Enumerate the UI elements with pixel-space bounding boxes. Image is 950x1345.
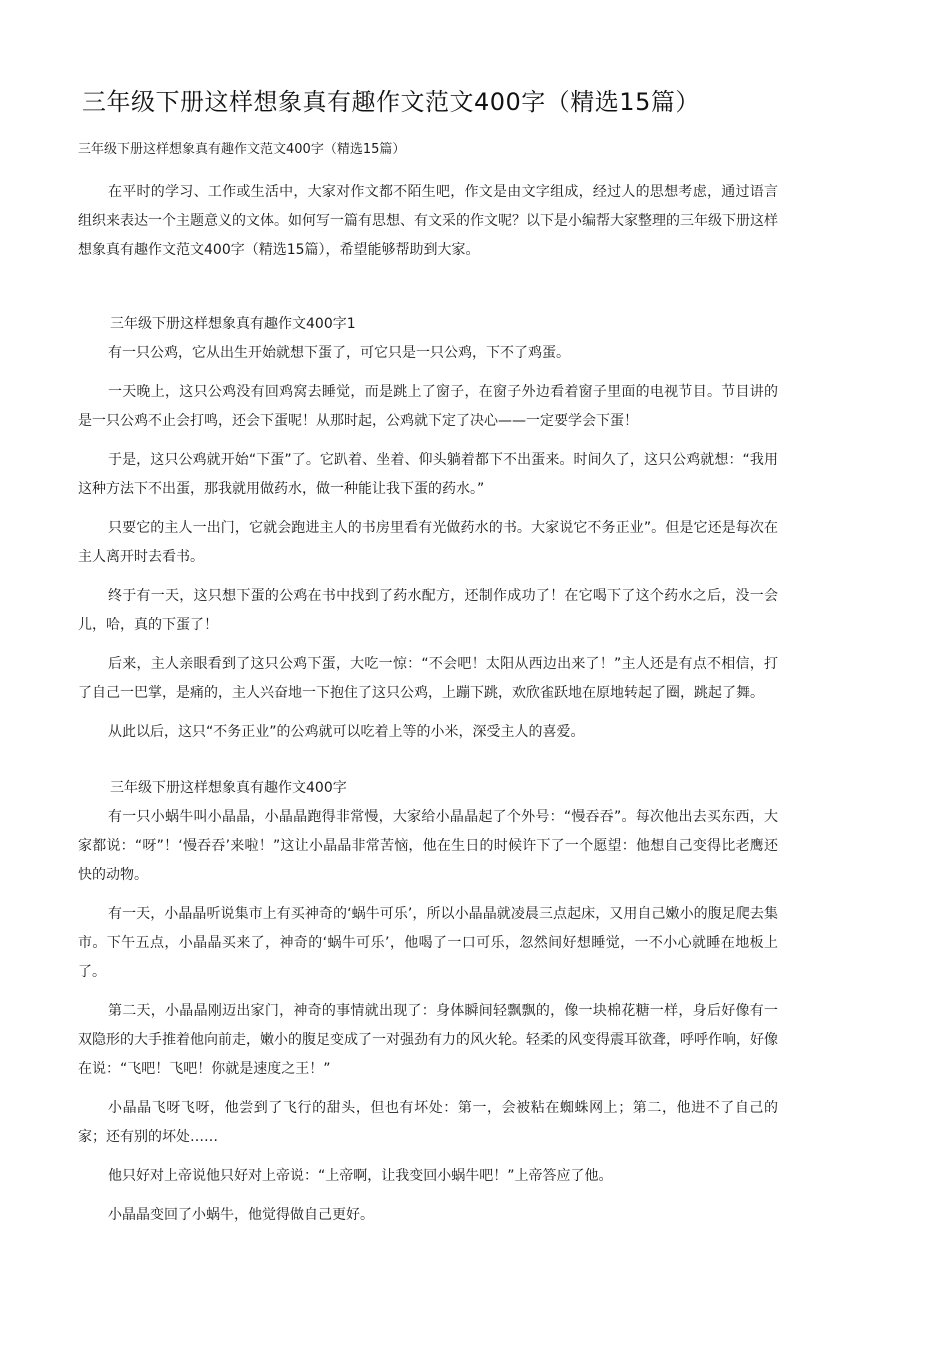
intro-paragraph: 在平时的学习、工作或生活中，大家对作文都不陌生吧，作文是由文字组成，经过人的思想考虑，通过语言组织来表达一个主题意义的文体。如何写一篇有思想、有文采的作文呢？以下是小编帮大家整理的三年级下册这样想象真有趣作文范文400字（精选15篇），希望能够帮助到大家。 bbox=[78, 184, 778, 258]
body-paragraph: 有一只公鸡，它从出生开始就想下蛋了，可它只是一只公鸡，下不了鸡蛋。 bbox=[108, 345, 570, 361]
body-paragraph: 小晶晶变回了小蜗牛，他觉得做自己更好。 bbox=[108, 1207, 374, 1223]
body-paragraph: 他只好对上帝说他只好对上帝说：“上帝啊，让我变回小蜗牛吧！”上帝答应了他。 bbox=[108, 1168, 613, 1184]
body-paragraph: 于是，这只公鸡就开始“下蛋”了。它趴着、坐着、仰头躺着都下不出蛋来。时间久了，这只公鸡就想：“我用这种方法下不出蛋，那我就用做药水，做一种能让我下蛋的药水。” bbox=[78, 452, 778, 497]
essay-section-1 bbox=[78, 313, 778, 747]
body-paragraph: 从此以后，这只“不务正业”的公鸡就可以吃着上等的小米，深受主人的喜爱。 bbox=[108, 724, 585, 740]
document-page bbox=[78, 84, 778, 1260]
body-paragraph: 有一只小蜗牛叫小晶晶，小晶晶跑得非常慢，大家给小晶晶起了个外号：“慢吞吞”。每次他出去买东西，大家都说：“呀”！‘慢吞吞’来啦！”这让小晶晶非常苦恼，他在生日的时候许下了一个愿望：他想自己变得比老鹰还快的动物。 bbox=[78, 809, 778, 883]
body-paragraph: 终于有一天，这只想下蛋的公鸡在书中找到了药水配方，还制作成功了！在它喝下了这个药水之后，没一会儿，哈，真的下蛋了！ bbox=[78, 588, 778, 633]
body-paragraph: 一天晚上，这只公鸡没有回鸡窝去睡觉，而是跳上了窗子，在窗子外边看着窗子里面的电视节目。节目讲的是一只公鸡不止会打鸣，还会下蛋呢！从那时起，公鸡就下定了决心——一定要学会下蛋！ bbox=[78, 384, 778, 429]
document-title: 三年级下册这样想象真有趣作文范文400字（精选15篇） bbox=[82, 88, 700, 116]
body-paragraph: 只要它的主人一出门，它就会跑进主人的书房里看有光做药水的书。大家说它不务正业”。但是它还是每次在主人离开时去看书。 bbox=[78, 520, 778, 565]
section-heading: 三年级下册这样想象真有趣作文400字 bbox=[110, 780, 347, 796]
body-paragraph: 第二天，小晶晶刚迈出家门，神奇的事情就出现了：身体瞬间轻飘飘的，像一块棉花糖一样，身后好像有一双隐形的大手推着他向前走，嫩小的腹足变成了一对强劲有力的风火轮。轻柔的风变得震耳欲聋，呼呼作响，好像在说：“飞吧！飞吧！你就是速度之王！” bbox=[78, 1003, 778, 1077]
body-paragraph: 小晶晶飞呀飞呀，他尝到了飞行的甜头，但也有坏处：第一，会被粘在蜘蛛网上；第二，他进不了自己的家；还有别的坏处…… bbox=[78, 1100, 778, 1145]
essay-section-2 bbox=[78, 777, 778, 1230]
body-paragraph: 有一天，小晶晶听说集市上有买神奇的‘蜗牛可乐’，所以小晶晶就凌晨三点起床，又用自己嫩小的腹足爬去集市。下午五点，小晶晶买来了，神奇的‘蜗牛可乐’，他喝了一口可乐，忽然间好想睡觉，一不小心就睡在地板上了。 bbox=[78, 906, 778, 980]
document-subtitle: 三年级下册这样想象真有趣作文范文400字（精选15篇） bbox=[78, 142, 406, 157]
section-heading: 三年级下册这样想象真有趣作文400字1 bbox=[110, 316, 356, 332]
body-paragraph: 后来，主人亲眼看到了这只公鸡下蛋，大吃一惊：“不会吧！太阳从西边出来了！”主人还是有点不相信，打了自己一巴掌，是痛的，主人兴奋地一下抱住了这只公鸡，上蹦下跳，欢欣雀跃地在原地转起了圈，跳起了舞。 bbox=[78, 656, 778, 701]
